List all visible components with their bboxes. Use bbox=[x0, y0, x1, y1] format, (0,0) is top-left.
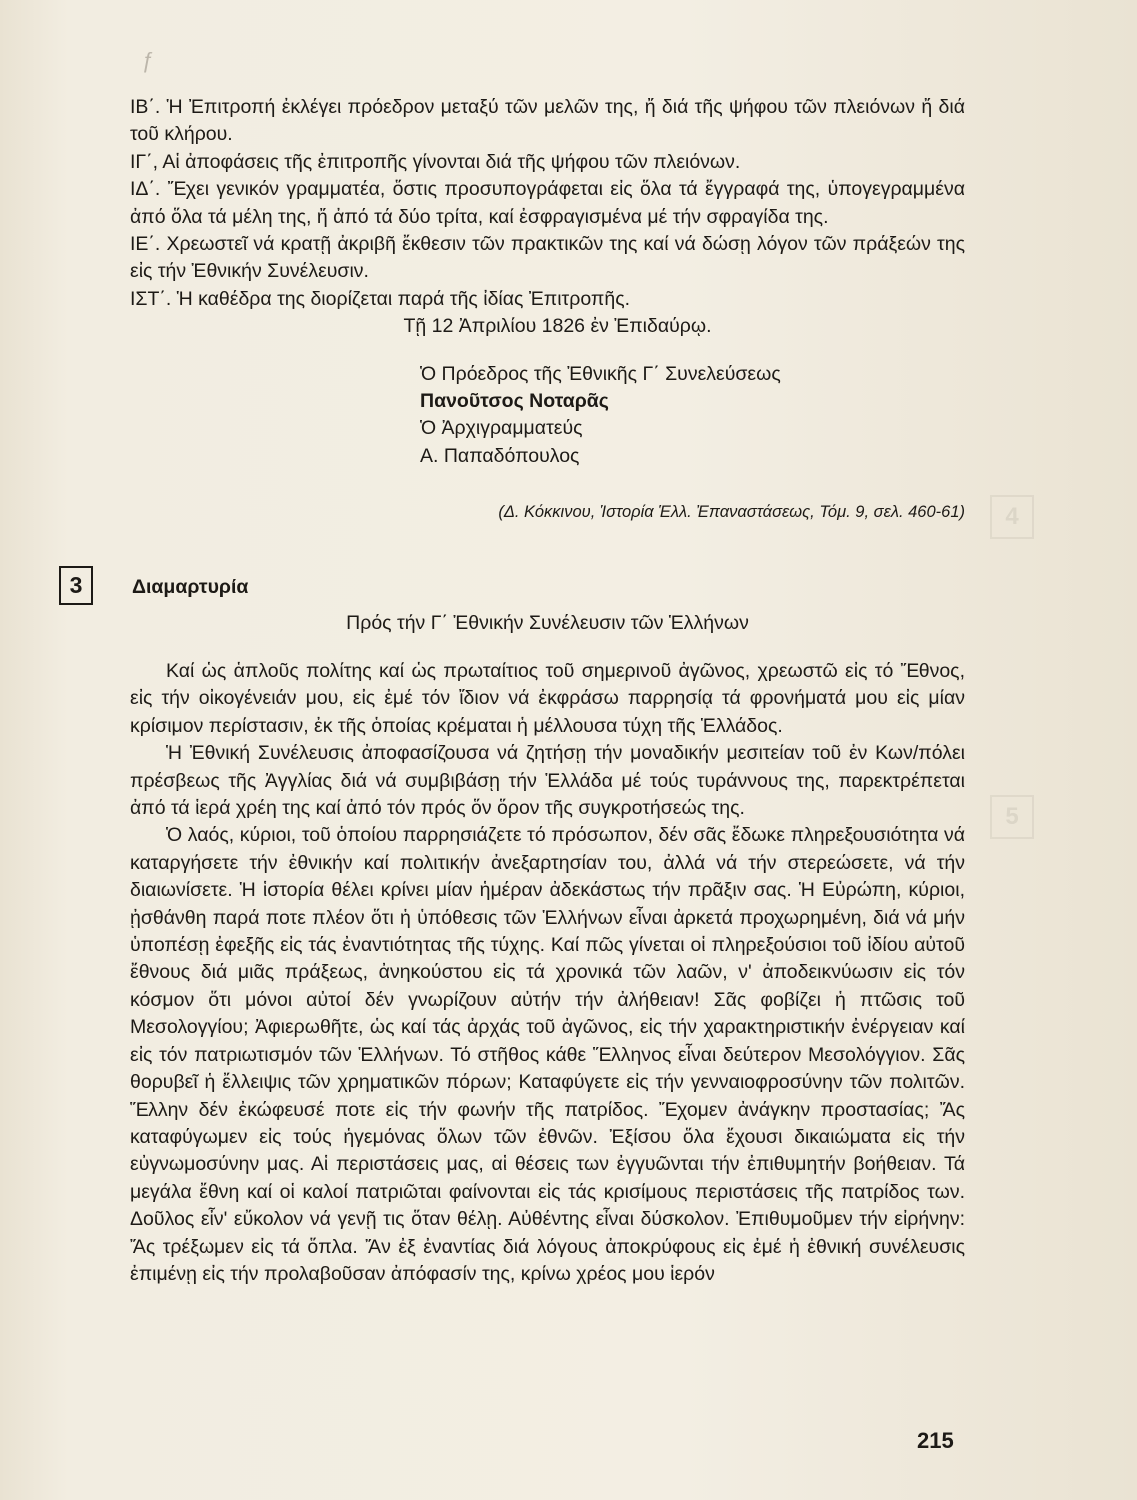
document-addressee: Πρός τήν Γ΄ Ἐθνικήν Συνέλευσιν τῶν Ἑλλήνων bbox=[346, 612, 749, 634]
clause-15: ΙΕ΄. Χρεωστεῖ νά κρατῇ ἀκριβῆ ἔκθεσιν τῶν πρακτικῶν της καί νά δώσῃ λόγον τῶν πράξεών της εἰς τήν Ἐθνικήν Συνέλευσιν. bbox=[130, 233, 965, 283]
document-title: Διαμαρτυρία bbox=[132, 576, 249, 598]
body-paragraph: Καί ὡς ἁπλοῦς πολίτης καί ὡς πρωταίτιος τοῦ σημερινοῦ ἀγῶνος, χρεωστῶ εἰς τό Ἔθνος, εἰς τήν οἰκογένειάν μου, εἰς ἐμέ τόν ἴδιον νά ἐκφράσω παρρησίᾳ τά φρονήματά μου εἰς μίαν κρίσιμον περίστασιν, ἐκ τῆς ὁποίας κρέμαται ἡ μέλλουσα τύχη τῆς Ἑλλάδος. bbox=[130, 660, 965, 737]
body-paragraph: Ἡ Ἐθνική Συνέλευσις ἀποφασίζουσα νά ζητήσῃ τήν μοναδικήν μεσιτείαν τοῦ ἐν Κων/πόλει πρέσβεως τῆς Ἀγγλίας διά νά συμβιβάσῃ τήν Ἑλλάδα μέ τούς τυράννους της, παρεκτρέπεται ἀπό τά ἱερά χρέη της καί ἀπό τόν πρός ὅν ὅρον τῆς συγκροτήσεώς της. bbox=[130, 742, 965, 820]
clause-13: ΙΓ΄, Αἱ ἀποφάσεις τῆς ἐπιτροπῆς γίνονται διά τῆς ψήφου τῶν πλειόνων. bbox=[130, 150, 741, 173]
clause-12: ΙΒ΄. Ἡ Ἐπιτροπή ἐκλέγει πρόεδρον μεταξύ τῶν μελῶν της, ἤ διά τῆς ψήφου τῶν πλειόνων ἤ διά τοῦ κλήρου. bbox=[130, 96, 965, 146]
clause-14: ΙΔ΄. Ἔχει γενικόν γραμματέα, ὅστις προσυπογράφεται εἰς ὅλα τά ἔγγραφά της, ὑπογεγραμμένα ἀπό ὅλα τά μέλη της, ἤ ἀπό τά δύο τρίτα, καί ἐσφραγισμένα μέ τήν σφραγίδα της. bbox=[130, 178, 965, 228]
bleedthrough-box-icon: 5 bbox=[990, 795, 1034, 839]
signatory-name: Πανοῦτσος Νοταρᾶς bbox=[420, 390, 609, 413]
body-paragraph: Ὁ λαός, κύριοι, τοῦ ὁποίου παρρησιάζετε τό πρόσωπον, δέν σᾶς ἔδωκε πληρεξουσιότητα νά καταργήσετε τήν ἐθνικήν καί πολιτικήν ἀνεξαρτησίαν του, ἀλλά νά τήν στερεώσετε, νά τήν διαιωνίσετε. Ἡ ἱστορία θέλει κρίνει μίαν ἡμέραν ἀδεκάστως τήν πρᾶξιν σας. Ἡ Εὐρώπη, κύριοι, ᾐσθάνθη παρά ποτε πλέον ὅτι ἡ ὑπόθεσις τῶν Ἑλλήνων εἶναι ἀρκετά προχωρημένη, διά νά μήν ὑποπέσῃ ἐφεξῆς εἰς τάς ἐναντιότητας τῆς τύχης. Καί πῶς γίνεται οἱ πληρεξούσιοι τοῦ ἰδίου αὐτοῦ ἔθνους διά μιᾶς πράξεως, ἀνηκούστου εἰς τά χρονικά τῶν λαῶν, ν' ἀποδεικνύωσιν εἰς τόν κόσμον ὅτι μόνοι αὐτοί δέν γνωρίζουν αὐτήν τήν ἀλήθειαν! Σᾶς φοβίζει ἡ πτῶσις τοῦ Μεσολογγίου; Ἀφιερωθῆτε, ὡς καί τάς ἀρχάς τοῦ ἀγῶνος, εἰς τήν χαρακτηριστικήν ἐνέργειαν καί εἰς τόν πατριωτισμόν τῶν Ἑλλήνων. Τό στῆθος κάθε Ἕλληνος εἶναι δεύτερον Μεσολόγγιον. Σᾶς θορυβεῖ ἡ ἔλλειψις τῶν χρηματικῶν πόρων; Καταφύγετε εἰς τήν γενναιοφροσύνην τῶν πολιτῶν. Ἕλλην δέν ἐκώφευσέ ποτε εἰς τήν φωνήν τῆς πατρίδος. Ἔχομεν ἀνάγκην προστασίας; Ἄς καταφύγωμεν εἰς τούς ἡγεμόνας ὅλων τῶν ἐθνῶν. Ἐξίσου ὅλα ἔχουσι δικαιώματα εἰς τήν εὐγνωμοσύνην μας. Αἱ περιστάσεις μας, αἱ θέσεις των ἐγγυῶνται τήν ἐπιθυμητήν βοήθειαν. Τά μεγάλα ἔθνη καί οἱ καλοί πατριῶται φαίνονται εἰς τάς κρισίμους περιστάσεις τῆς πατρίδος των. Δοῦλος εἶν' εὔκολον νά γενῇ τις ὅταν θέλῃ. Αὐθέντης εἶναι δύσκολον. Ἐπιθυμοῦμεν τήν εἰρήνην: Ἄς τρέξωμεν εἰς τά ὅπλα. Ἄν ἐξ ἐναντίας διά λόγους ἀποκρύφους εἰς ἐμέ ἡ ἐθνική συνέλευσις ἐπιμένῃ εἰς τήν προλαβοῦσαν ἀπόφασίν της, κρίνω χρέος μου ἱερόν bbox=[130, 824, 965, 1285]
page-number: 215 bbox=[917, 1428, 954, 1453]
signatory-role: Ὁ Πρόεδρος τῆς Ἐθνικῆς Γ΄ Συνελεύσεως bbox=[420, 362, 781, 385]
signature-block bbox=[420, 361, 965, 471]
secretary-name: Α. Παπαδόπουλος bbox=[420, 444, 580, 467]
margin-mark-icon: ƒ bbox=[142, 48, 155, 73]
clauses-section bbox=[130, 94, 965, 470]
dateline: Τῇ 12 Ἀπριλίου 1826 ἐν Ἐπιδαύρῳ. bbox=[403, 315, 712, 338]
document-body bbox=[130, 658, 965, 1288]
document-number-box: 3 bbox=[59, 566, 93, 605]
secretary-role: Ὁ Ἀρχιγραμματεύς bbox=[420, 417, 583, 440]
clause-16: ΙΣΤ΄. Ἡ καθέδρα της διορίζεται παρά τῆς ἰδίας Ἐπιτροπῆς. bbox=[130, 287, 631, 310]
source-citation: (Δ. Κόκκινου, Ἱστορία Ἑλλ. Ἐπαναστάσεως, Τόμ. 9, σελ. 460-61) bbox=[498, 503, 965, 521]
bleedthrough-box-icon: 4 bbox=[990, 495, 1034, 539]
